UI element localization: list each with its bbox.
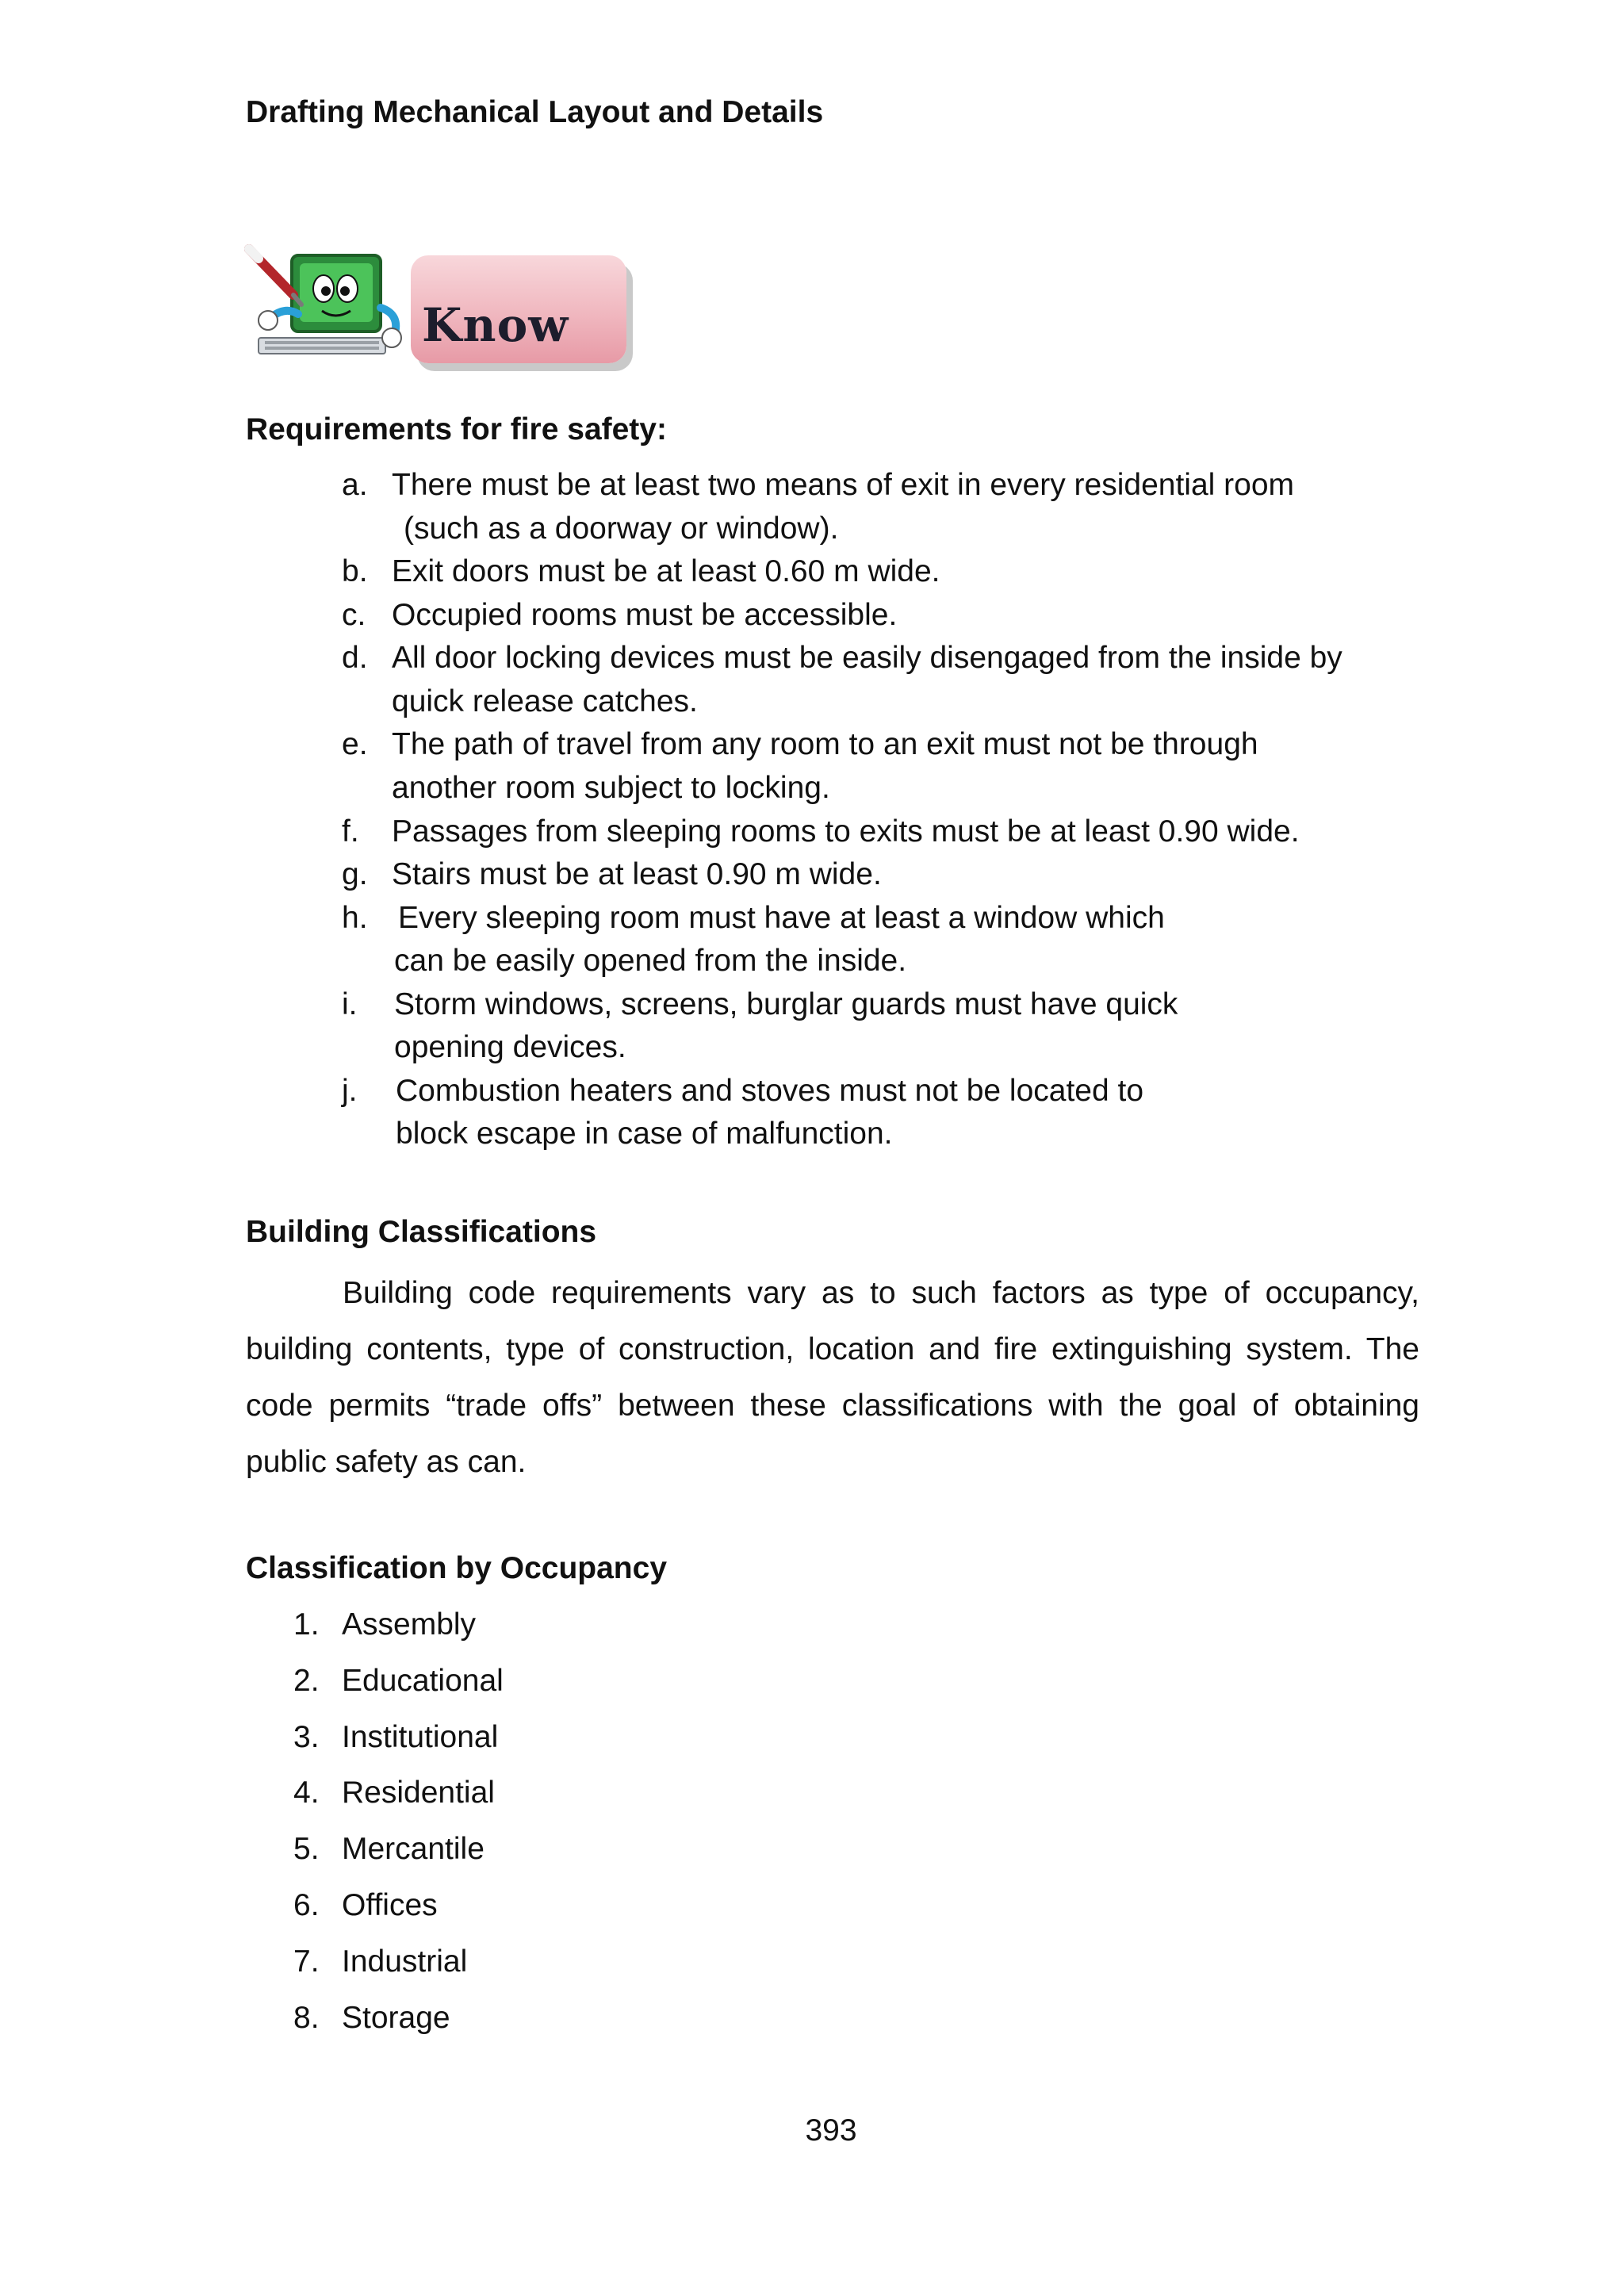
list-marker: c. [342,598,366,632]
list-item: Industrial [342,1944,468,1979]
list-item: Offices [342,1888,438,1922]
list-marker: b. [342,554,368,588]
page-number: 393 [805,2113,857,2147]
list-item: Assembly [342,1607,477,1642]
computer-mascot-icon [244,238,419,365]
list-item: Every sleeping room must have at least a window which [398,901,1165,935]
list-item-continuation: (such as a doorway or window). [404,511,839,546]
list-marker: h. [342,901,368,935]
list-item: All door locking devices must be easily disengaged from the inside by [392,641,1342,675]
page-header-title: Drafting Mechanical Layout and Details [246,95,824,129]
list-marker: 7. [293,1944,320,1979]
list-marker: j. [342,1074,358,1108]
list-item: Educational [342,1664,504,1698]
list-marker: 4. [293,1776,320,1810]
list-item-continuation: quick release catches. [392,684,698,718]
list-marker: 5. [293,1832,320,1866]
list-item: The path of travel from any room to an exit must not be through [392,727,1258,761]
building-classifications-heading: Building Classifications [246,1215,597,1249]
list-item: Institutional [342,1720,499,1754]
list-item: Storage [342,2001,450,2035]
list-item: Stairs must be at least 0.90 m wide. [392,857,882,891]
occupancy-heading: Classification by Occupancy [246,1551,668,1585]
list-marker: 8. [293,2001,320,2035]
list-item-continuation: can be easily opened from the inside. [394,944,907,978]
list-marker: 2. [293,1664,320,1698]
list-item: Storm windows, screens, burglar guards must have quick [394,987,1178,1021]
list-marker: d. [342,641,368,675]
list-marker: 3. [293,1720,320,1754]
know-section-tab [411,255,626,363]
list-item: Occupied rooms must be accessible. [392,598,898,632]
list-item: Exit doors must be at least 0.60 m wide. [392,554,940,588]
list-item: Residential [342,1776,495,1810]
list-item: Mercantile [342,1832,485,1866]
list-marker: f. [342,814,359,849]
fire-safety-heading: Requirements for fire safety: [246,412,667,446]
know-tab-label: Know [422,298,569,352]
building-classifications-paragraph: Building code requirements vary as to such factors as type of occupancy, building contents, type of construction, location and fire extinguishing system. The code permits “trade offs” between these classifications with the goal of obtaining public safety as can. [246,1276,1419,1479]
list-marker: i. [342,987,358,1021]
list-item-continuation: another room subject to locking. [392,771,830,805]
list-item: Passages from sleeping rooms to exits must be at least 0.90 wide. [392,814,1300,849]
list-item-continuation: opening devices. [394,1030,626,1064]
list-marker: e. [342,727,368,761]
list-marker: 6. [293,1888,320,1922]
list-marker: 1. [293,1607,320,1642]
list-marker: g. [342,857,368,891]
list-marker: a. [342,468,368,502]
list-item: Combustion heaters and stoves must not be located to [396,1074,1144,1108]
list-item-continuation: block escape in case of malfunction. [396,1117,893,1151]
list-item: There must be at least two means of exit in every residential room [392,468,1295,502]
